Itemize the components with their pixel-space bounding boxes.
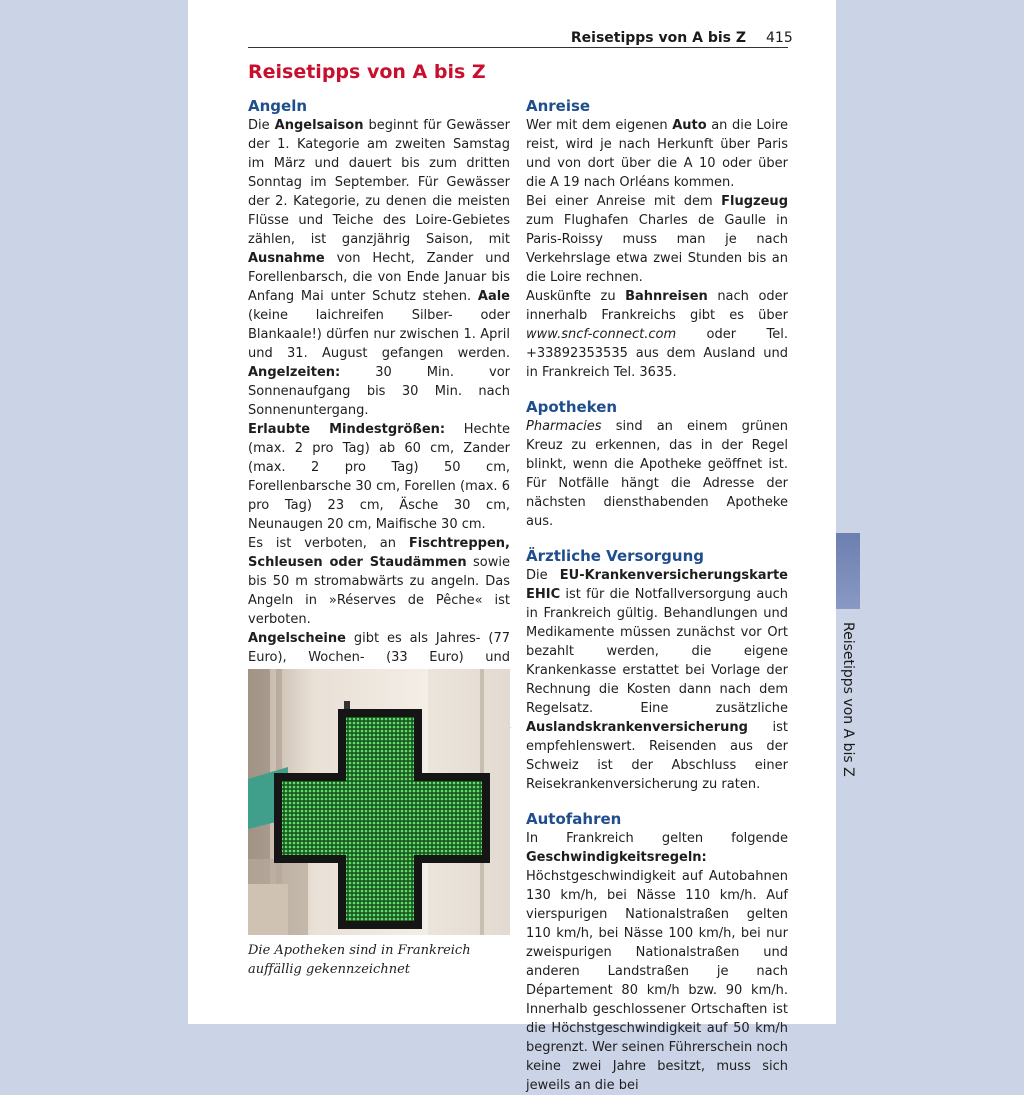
link-sncf-connect[interactable]: www.sncf-connect.com	[526, 327, 677, 342]
paragraph-mindestgroessen: Erlaubte Mindestgrößen: Hechte (max. 2 pro Tag) ab 60 cm, Zander (max. 2 pro Tag) 50 cm, Forellenbarsche 30 cm, Forellen (max. 6 pro Tag) 23 cm, Äsche 30 cm, Neunaugen 20 cm, Maifische 30 cm.	[248, 422, 510, 532]
paragraph-flugzeug: Bei einer Anreise mit dem Flugzeug zum Flughafen Charles de Gaulle in Paris-Roissy muss man je nach Verkehrslage etwa zwei Stunden bis an die Loire rechnen.	[526, 194, 788, 285]
book-page	[188, 0, 836, 1093]
thumb-index-tab	[836, 533, 860, 609]
section-heading-autofahren: Autofahren	[526, 810, 622, 828]
page-number: 415	[766, 30, 793, 46]
paragraph-geschwindigkeit: In Frankreich gelten folgende Geschwindigkeitsregeln: Höchstgeschwindigkeit auf Autobahnen 130 km/h, bei Nässe 110 km/h. Auf vierspurigen Nationalstraßen gelten 110 km/h, bei Nässe 100 km/h, bei nur zweispurigen Nationalstraßen und anderen Landstraßen je nach Département 80 km/h bzw. 90 km/h. Innerhalb geschlossener Ortschaften ist die Höchstgeschwindigkeit auf 50 km/h begrenzt. Wer seinen Führerschein noch keine zwei Jahre besitzt, muss sich jeweils an die bei	[526, 831, 788, 1093]
chapter-title: Reisetipps von A bis Z	[248, 61, 486, 83]
paragraph-verbote: Es ist verboten, an Fischtreppen, Schleusen oder Staudämmen sowie bis 50 m stromabwärts zu angeln. Das Angeln in »Réserves de Pêche« ist verboten.	[248, 536, 510, 627]
paragraph-angelsaison: Die Angelsaison beginnt für Gewässer der 1. Kategorie am zweiten Samstag im März und dauert bis zum dritten Sonntag im September. Für Gewässer der 2. Kategorie, zu denen die meisten Flüsse und Teiche des Loire-Gebietes zählen, ist ganzjährig Saison, mit Ausnahme von Hecht, Zander und Forellenbarsch, die von Ende Januar bis Anfang Mai unter Schutz stehen. Aale (keine laichreifen Silber- oder Blankaale!) dürfen nur zwischen 1. April und 31. August gefangen werden. Angelzeiten: 30 Min. vor Sonnenaufgang bis 30 Min. nach Sonnenuntergang.	[248, 118, 510, 418]
paragraph-ehic: Die EU-Krankenversicherungskarte EHIC ist für die Notfallversorgung auch in Frankreich gültig. Behandlungen und Medikamente müssen zunächst vor Ort bezahlt werden, die eigene Krankenkasse erstattet bei Vorlage der Rechnung die Kosten dann nach dem Regelsatz. Eine zusätzliche Auslandskrankenversicherung ist empfehlenswert. Reisenden aus der Schweiz ist der Abschluss einer Reisekrankenversicherung zu raten.	[526, 568, 788, 792]
left-column	[248, 96, 510, 762]
paragraph-angelscheine: Angelscheine gibt es als Jahres- (77 Euro), Wochen- (33 Euro) und	[248, 629, 510, 762]
pharmacy-cross-photo	[248, 669, 510, 935]
running-head: Reisetipps von A bis Z	[570, 30, 746, 46]
section-heading-aerztliche-versorgung: Ärztliche Versorgung	[526, 547, 704, 565]
paragraph-bahnreisen: Auskünfte zu Bahnreisen nach oder innerhalb Frankreichs gibt es über www.sncf-connect.com oder Tel. +33892353535 aus dem Ausland und in Frankreich Tel. 3635.	[526, 289, 788, 380]
side-section-label: Reisetipps von A bis Z	[840, 622, 856, 777]
paragraph-auto: Wer mit dem eigenen Auto an die Loire reist, wird je nach Herkunft über Paris und von dort über die A 10 oder über die A 19 nach Orléans kommen.	[526, 118, 788, 190]
photo-caption: Die Apotheken sind in Frankreich auffällig gekennzeichnet	[248, 943, 471, 977]
pharmacy-cross-icon	[248, 669, 510, 935]
paragraph-apotheken: Pharmacies sind an einem grünen Kreuz zu erkennen, das in der Regel blinkt, wenn die Apotheke geöffnet ist. Für Notfälle hängt die Adresse der nächsten diensthabenden Apotheke aus.	[526, 419, 788, 529]
section-heading-anreise: Anreise	[526, 97, 591, 115]
section-heading-apotheken: Apotheken	[526, 398, 618, 416]
header-rule	[248, 47, 788, 48]
section-heading-angeln: Angeln	[248, 97, 308, 115]
right-column	[526, 96, 788, 1095]
